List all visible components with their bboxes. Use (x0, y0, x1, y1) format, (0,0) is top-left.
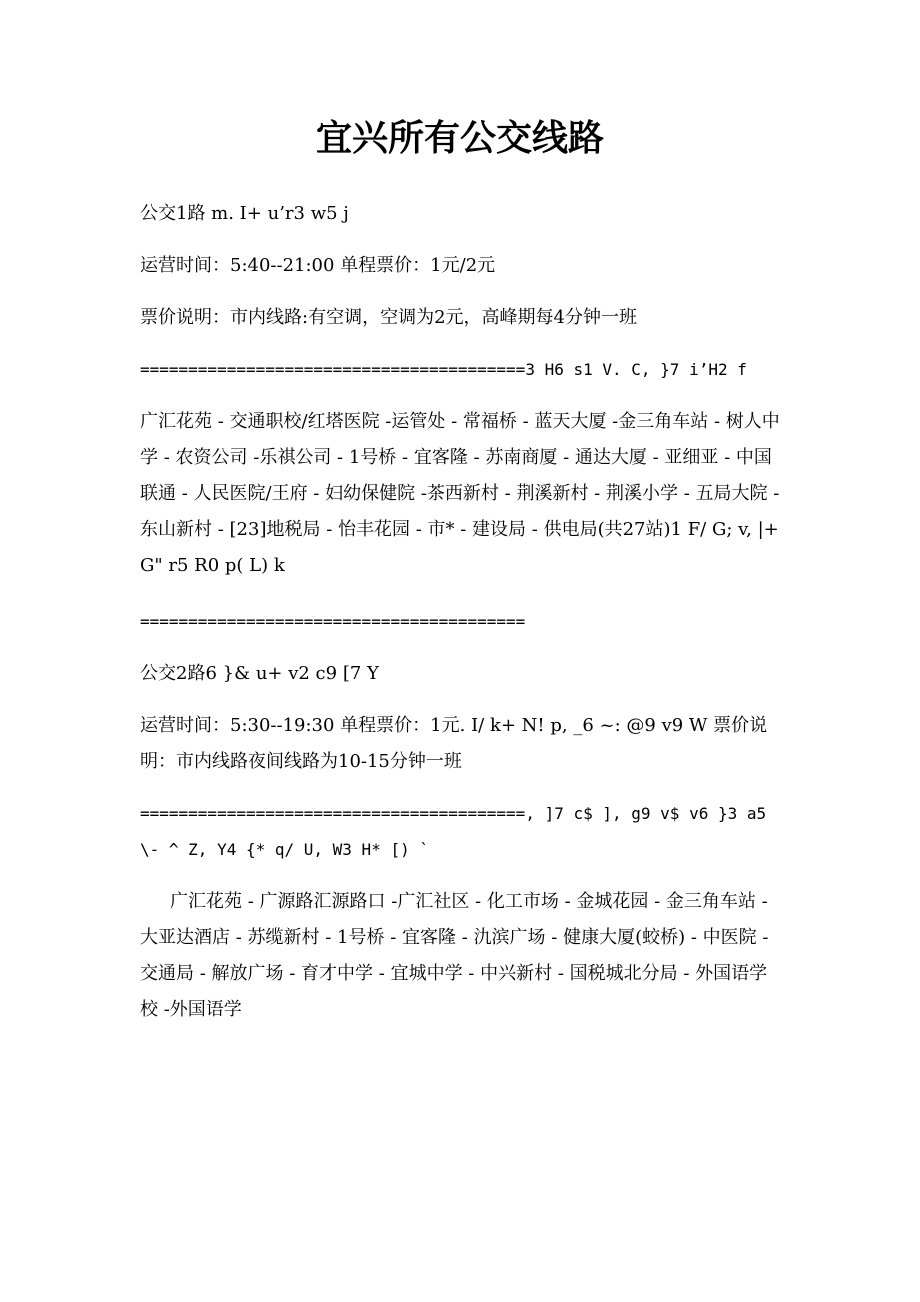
separator-line: ========================================3 H6 s1 V. C, }7 i’H2 f (140, 360, 747, 379)
document-body (140, 196, 782, 1048)
separator-line: ======================================== (140, 612, 526, 631)
route-1-fare-note: 票价说明：市内线路:有空调，空调为2元，高峰期每4分钟一班 (140, 307, 637, 328)
route-2-hours-fare-note: 运营时间：5:30--19:30 单程票价：1元. I/ k+ N! p, _6 ~: @9 v9 W 票价说明：市内线路夜间线路为10-15分钟一班 (140, 715, 768, 772)
route-1-hours-fare: 运营时间：5:40--21:00 单程票价：1元/2元 (140, 255, 496, 276)
route-2-stops: 广汇花苑 - 广源路汇源路口 -广汇社区 - 化工市场 - 金城花园 - 金三角车站 - 大亚达酒店 - 苏缆新村 - 1号桥 - 宜客隆 - 氿滨广场 - 健康大厦(蛟桥) - 中医院 -交通局 - 解放广场 - 育才中学 - 宜城中学 - 中兴新村 - 国税城北分局 - 外国语学校 -外国语学 (140, 891, 769, 1020)
page-title: 宜兴所有公交线路 (315, 117, 604, 159)
separator-line: ========================================, ]7 c$ ], g9 v$ v6 }3 a5 \- ^ Z, Y4 {* q/ U, W3 H* [) ` (140, 804, 767, 859)
route-1-stops: 广汇花苑 - 交通职校/红塔医院 -运管处 - 常福桥 - 蓝天大厦 -金三角车站 - 树人中学 - 农资公司 -乐祺公司 - 1号桥 - 宜客隆 - 苏南商厦 - 通达大厦 - 亚细亚 - 中国联通 - 人民医院/王府 - 妇幼保健院 -茶西新村 - 荆溪新村 - 荆溪小学 - 五局大院 -东山新村 - [23]地税局 - 怡丰花园 - 市* - 建设局 - 供电局(共27站)1 F/ G; v, |+ G" r5 R0 p( L) k (140, 411, 780, 576)
route-1-heading: 公交1路 m. I+ u’r3 w5 j (140, 203, 349, 224)
route-2-heading: 公交2路6 }& u+ v2 c9 [7 Y (140, 663, 379, 684)
